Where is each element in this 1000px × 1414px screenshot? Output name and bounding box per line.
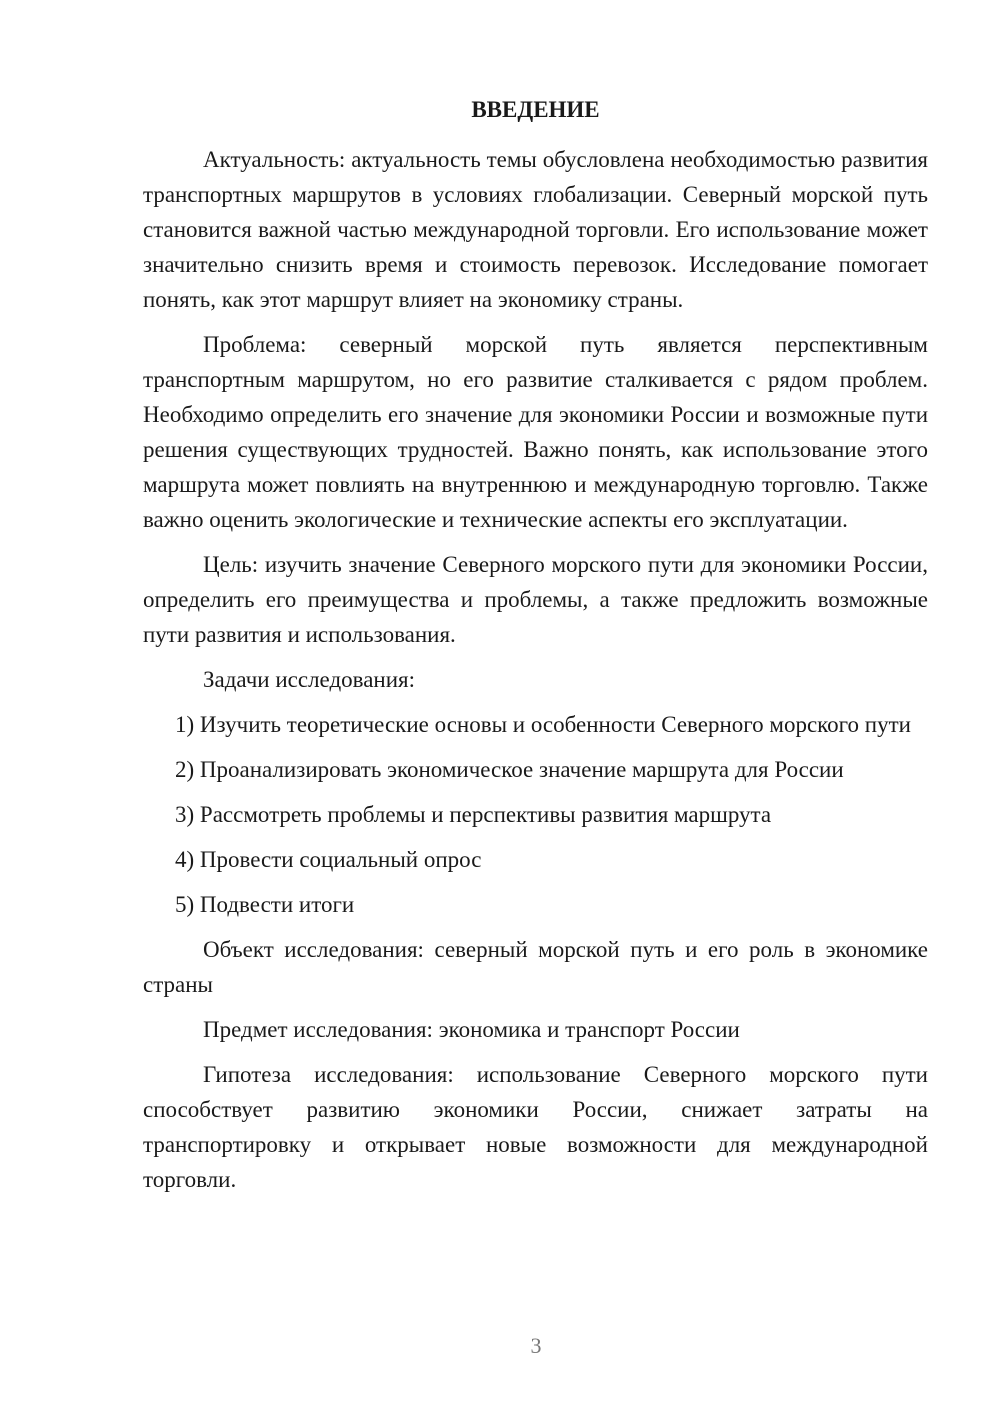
paragraph-object: Объект исследования: северный морской путь и его роль в экономике страны (143, 937, 928, 997)
tasks-list (143, 707, 928, 922)
paragraph-hypothesis: Гипотеза исследования: использование Северного морского пути способствует развитию экономики России, снижает затраты на транспортировку и открывает новые возможности для международной торговли. (143, 1062, 928, 1192)
paragraph-goal: Цель: изучить значение Северного морского пути для экономики России, определить его преимущества и проблемы, а также предложить возможные пути развития и использования. (143, 552, 928, 647)
paragraph-problem: Проблема: северный морской путь является перспективным транспортным маршрутом, но его развитие сталкивается с рядом проблем. Необходимо определить его значение для экономики России и возможные пути решения существующих трудностей. Важно понять, как использование этого маршрута может повлиять на внутреннюю и международную торговлю. Также важно оценить экологические и технические аспекты его эксплуатации. (143, 332, 928, 532)
task-item: 1) Изучить теоретические основы и особенности Северного морского пути (175, 712, 911, 737)
task-item: 4) Провести социальный опрос (175, 847, 482, 872)
paragraph-relevance: Актуальность: актуальность темы обусловлена необходимостью развития транспортных маршрутов в условиях глобализации. Северный морской путь становится важной частью международной торговли. Его использование может значительно снизить время и стоимость перевозок. Исследование помогает понять, как этот маршрут влияет на экономику страны. (143, 147, 928, 312)
task-item: 3) Рассмотреть проблемы и перспективы развития маршрута (175, 802, 772, 827)
page-number: 3 (530, 1333, 542, 1358)
paragraph-subject: Предмет исследования: экономика и транспорт России (203, 1017, 740, 1042)
task-item: 5) Подвести итоги (175, 892, 355, 917)
section-title: ВВЕДЕНИЕ (471, 97, 600, 122)
document-page (143, 96, 928, 1207)
task-item: 2) Проанализировать экономическое значение маршрута для России (175, 757, 844, 782)
tasks-heading: Задачи исследования: (203, 667, 416, 692)
